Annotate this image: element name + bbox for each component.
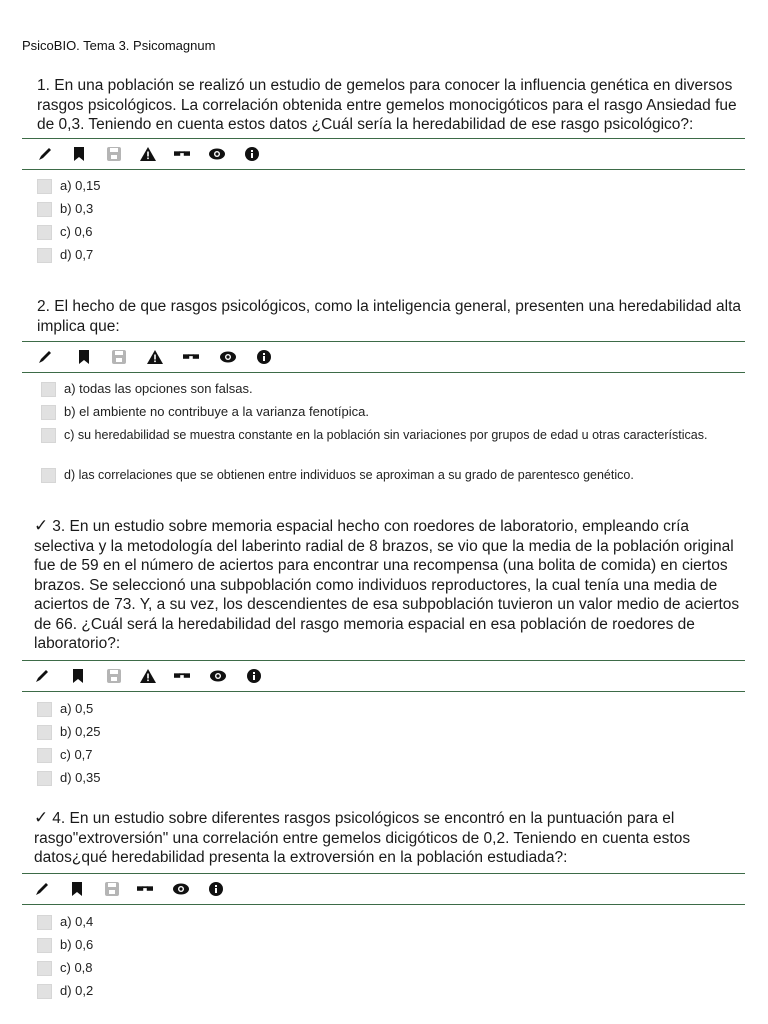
option[interactable] [37, 914, 768, 937]
info-icon[interactable] [256, 349, 272, 365]
info-icon[interactable] [246, 668, 262, 684]
checkbox[interactable] [37, 225, 52, 240]
pencil-icon[interactable] [34, 668, 50, 684]
option[interactable] [41, 404, 746, 427]
option-label: a) 0,15 [60, 177, 101, 193]
option[interactable] [37, 960, 768, 983]
warning-icon[interactable] [147, 349, 163, 365]
option[interactable] [37, 770, 768, 793]
eye-icon[interactable] [220, 349, 236, 365]
options-list [37, 701, 768, 793]
info-icon[interactable] [244, 146, 260, 162]
eye-icon[interactable] [210, 668, 226, 684]
question-text: 2. El hecho de que rasgos psicológicos, como la inteligencia general, presenten una heredabilidad alta implica que: [37, 298, 741, 335]
option[interactable] [37, 224, 768, 247]
option[interactable] [37, 747, 768, 770]
option-label: d) 0,7 [60, 246, 94, 262]
option-label: b) 0,6 [60, 936, 94, 952]
option-label: c) 0,7 [60, 746, 93, 762]
checkbox[interactable] [41, 382, 56, 397]
option[interactable] [41, 381, 746, 404]
checkbox[interactable] [37, 771, 52, 786]
page-header: PsicoBIO. Tema 3. Psicomagnum [22, 38, 216, 53]
pencil-icon[interactable] [37, 349, 53, 365]
bookmark-icon[interactable] [71, 146, 87, 162]
checkbox[interactable] [41, 405, 56, 420]
checkbox[interactable] [37, 984, 52, 999]
question-text [34, 516, 746, 654]
check-icon: ✓ [34, 516, 49, 535]
checkbox[interactable] [41, 428, 56, 443]
save-icon[interactable] [111, 349, 127, 365]
option-label: a) 0,4 [60, 913, 94, 929]
option-label: d) 0,2 [60, 982, 94, 998]
question-2 [0, 297, 768, 490]
save-icon[interactable] [104, 881, 120, 897]
question-toolbar [22, 660, 745, 692]
checkbox[interactable] [41, 468, 56, 483]
question-toolbar [22, 873, 745, 905]
option-label: c) 0,8 [60, 959, 93, 975]
bookmark-icon[interactable] [70, 668, 86, 684]
pencil-icon[interactable] [34, 881, 50, 897]
option[interactable] [37, 178, 768, 201]
question-3 [0, 516, 768, 793]
question-text-body: 4. En un estudio sobre diferentes rasgos psicológicos se encontró en la puntuación para el rasgo"extroversión" una correlación entre gemelos dicigóticos de 0,2. Teniendo en cuenta estos datos¿qué heredabilidad presenta la extroversión en la población estudiada?: [34, 810, 691, 866]
option-label: c) 0,6 [60, 223, 93, 239]
checkbox[interactable] [37, 702, 52, 717]
option[interactable] [37, 201, 768, 224]
option-label: b) 0,3 [60, 200, 94, 216]
question-toolbar [22, 138, 745, 170]
warning-icon[interactable] [140, 668, 156, 684]
glasses-icon[interactable] [183, 349, 199, 365]
pencil-icon[interactable] [37, 146, 53, 162]
option-label: d) 0,35 [60, 769, 101, 785]
info-icon[interactable] [208, 881, 224, 897]
question-text: 1. En una población se realizó un estudio de gemelos para conocer la influencia genética en diversos rasgos psicológicos. La correlación obtenida entre gemelos monocigóticos para el rasgo Ansiedad fue de 0,3. Teniendo en cuenta estos datos ¿Cuál sería la heredabilidad de ese rasgo psicológico?: [37, 77, 737, 133]
option[interactable] [37, 701, 768, 724]
option[interactable] [37, 247, 768, 270]
question-1 [0, 76, 768, 270]
option[interactable] [37, 937, 768, 960]
option-label: b) el ambiente no contribuye a la varianza fenotípica. [64, 404, 369, 419]
options-list [37, 178, 768, 270]
bookmark-icon[interactable] [69, 881, 85, 897]
checkbox[interactable] [37, 938, 52, 953]
warning-icon[interactable] [140, 146, 156, 162]
checkbox[interactable] [37, 961, 52, 976]
glasses-icon[interactable] [174, 146, 190, 162]
save-icon[interactable] [106, 668, 122, 684]
question-4 [0, 808, 768, 1006]
glasses-icon[interactable] [137, 881, 153, 897]
option-label: c) su heredabilidad se muestra constante en la población sin variaciones por grupos de edad u otras características. [64, 428, 708, 442]
checkbox[interactable] [37, 915, 52, 930]
option-label: a) todas las opciones son falsas. [64, 381, 253, 396]
checkbox[interactable] [37, 248, 52, 263]
question-text-body: 3. En un estudio sobre memoria espacial hecho con roedores de laboratorio, empleando cría selectiva y la metodología del laberinto radial de 8 brazos, se vio que la media de la población original fue de 59 en el número de aciertos para encontrar una recompensa (una bolita de comida) en ciertos brazos. Se seleccionó una subpoblación como individuos reproductores, la cual tenía una media de aciertos de 73. Y, a su vez, los descendientes de esa subpoblación tuvieron un valor medio de aciertos de 66. ¿Cuál será la heredabilidad del rasgo memoria espacial en esa población de roedores de laboratorio?: [34, 518, 740, 652]
options-list [41, 381, 746, 490]
question-toolbar [22, 341, 745, 373]
checkbox[interactable] [37, 179, 52, 194]
question-text [34, 808, 746, 868]
eye-icon[interactable] [209, 146, 225, 162]
option-label: a) 0,5 [60, 700, 94, 716]
option-label: d) las correlaciones que se obtienen entre individuos se aproximan a su grado de parentesco genético. [64, 468, 634, 482]
checkbox[interactable] [37, 725, 52, 740]
option-label: b) 0,25 [60, 723, 101, 739]
options-list [37, 914, 768, 1006]
eye-icon[interactable] [173, 881, 189, 897]
checkbox[interactable] [37, 748, 52, 763]
check-icon: ✓ [34, 808, 49, 827]
bookmark-icon[interactable] [76, 349, 92, 365]
option[interactable] [37, 983, 768, 1006]
glasses-icon[interactable] [174, 668, 190, 684]
option[interactable] [37, 724, 768, 747]
checkbox[interactable] [37, 202, 52, 217]
option[interactable] [41, 467, 746, 490]
option[interactable] [41, 427, 746, 467]
save-icon[interactable] [106, 146, 122, 162]
